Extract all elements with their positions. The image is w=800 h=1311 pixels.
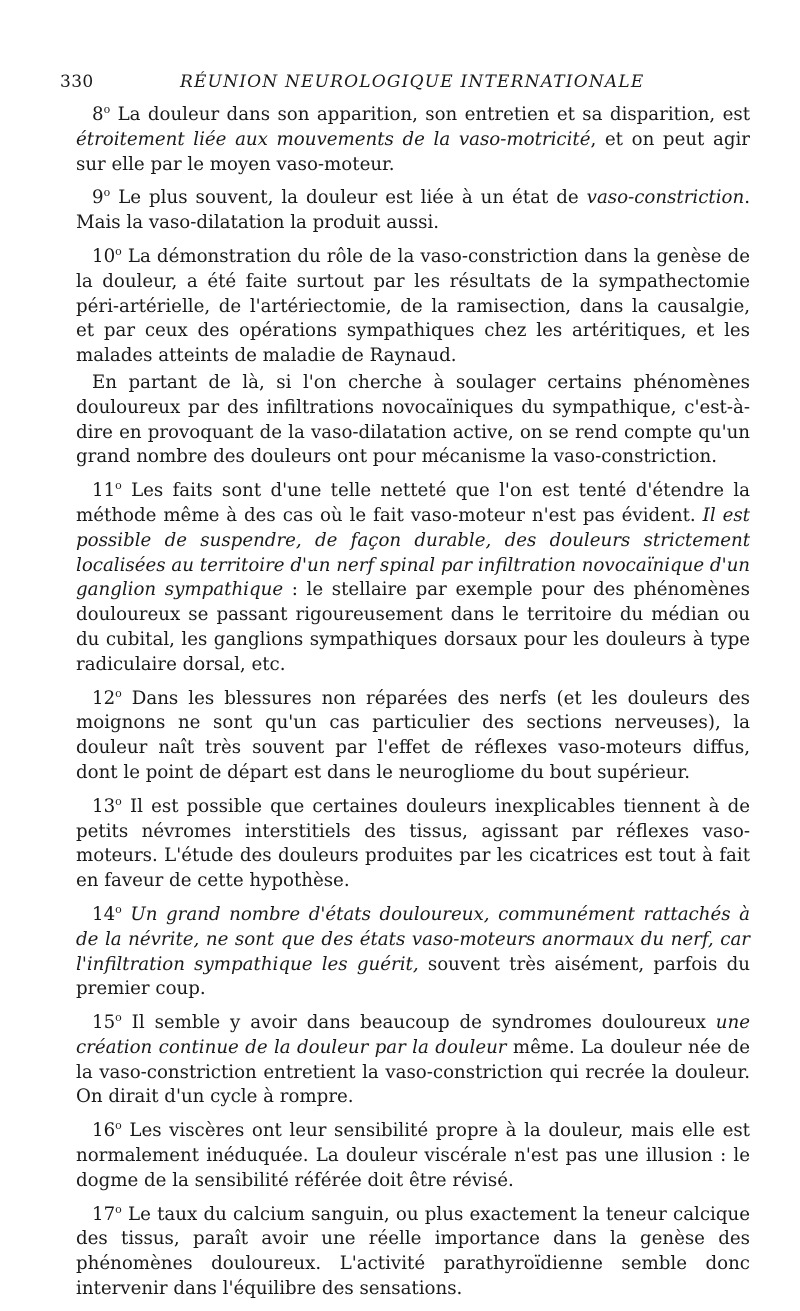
ordinal-mark: o	[115, 1011, 122, 1025]
item-number: 10	[92, 245, 116, 267]
paragraph-16: 16$^o$ Les viscères ont leur sensibilité propre à la douleur, mais elle est normalement inéduquée. La douleur viscérale n'est pas une illusion : le dogme de la sensibilité référée doit être révisé.	[76, 1119, 750, 1191]
emphasis: étroitement liée aux mouvements de la vaso-motricité	[76, 128, 591, 150]
ordinal-mark: o	[115, 902, 122, 916]
item-number: 12	[92, 687, 116, 709]
item-number: 9	[92, 187, 104, 209]
ordinal-mark: o	[115, 1119, 122, 1133]
running-title: RÉUNION NEUROLOGIQUE INTERNATIONALE	[180, 72, 645, 92]
paragraph-10: 10$^o$ La démonstration du rôle de la vaso-constriction dans la genèse de la douleur, a été faite surtout par les résultats de la sympathectomie péri-artérielle, de l'artériectomie, de la ramisection, dans la causalgie, et par ceux des opérations sympathiques chez les artéritiques, et les malades atteints de maladie de Raynaud.	[76, 244, 750, 367]
ordinal-mark: o	[115, 794, 122, 808]
paragraph-13: 13$^o$ Il est possible que certaines douleurs inexplicables tiennent à de petits névromes interstitiels des tissus, agissant par réflexes vaso-moteurs. L'étude des douleurs produites par les cicatrices est tout à fait en faveur de cette hypothèse.	[76, 794, 750, 892]
item-number: 15	[92, 1012, 116, 1034]
paragraph-17: 17$^o$ Le taux du calcium sanguin, ou plus exactement la teneur calcique des tissus, paraît avoir une réelle importance dans la genèse des phénomènes douloureux. L'activité parathyroïdienne semble donc intervenir dans l'équilibre des sensations.	[76, 1202, 750, 1300]
item-number: 16	[92, 1120, 116, 1142]
paragraph-14: 14$^o$ Un grand nombre d'états douloureux, communément rattachés à de la névrite, ne sont que des états vaso-moteurs anormaux du nerf, car l'infiltration sympathique les guérit, souvent très aisément, parfois du premier coup.	[76, 902, 750, 1000]
ordinal-mark: o	[103, 186, 111, 200]
ordinal-mark: o	[115, 479, 122, 493]
item-number: 13	[92, 795, 116, 817]
body-text	[76, 103, 750, 1311]
ordinal-mark: o	[115, 686, 122, 700]
item-number: 17	[92, 1203, 116, 1225]
emphasis: Il est possible de suspendre, de façon durable, des douleurs strictement localisées au territoire d'un nerf spinal par infiltration novocaïnique d'un ganglion sympathique	[76, 504, 750, 601]
page-header	[60, 72, 750, 100]
ordinal-mark: o	[103, 103, 111, 116]
item-number: 14	[92, 903, 116, 925]
emphasis: vaso-constriction	[586, 187, 745, 209]
ordinal-mark: o	[115, 1202, 122, 1216]
item-number: 11	[92, 480, 116, 502]
paragraph-11: 11$^o$ Les faits sont d'une telle netteté que l'on est tenté d'étendre la méthode même à des cas où le fait vaso-moteur n'est pas évident. Il est possible de suspendre, de façon durable, des douleurs strictement localisées au territoire d'un nerf spinal par infiltration novocaïnique d'un ganglion sympathique : le stellaire par exemple pour des phénomènes douloureux se passant rigoureusement dans le territoire du médian ou du cubital, les ganglions sympathiques dorsaux pour les douleurs à type radiculaire dorsal, etc.	[76, 479, 751, 675]
page-number: 330	[60, 72, 94, 92]
paragraph-15: 15$^o$ Il semble y avoir dans beaucoup de syndromes douloureux une création continue de la douleur par la douleur même. La douleur née de la vaso-constriction entretient la vaso-constriction qui recrée la douleur. On dirait d'un cycle à rompre.	[76, 1011, 750, 1108]
paragraph-9: 9$^o$ Le plus souvent, la douleur est liée à un état de vaso-constriction. Mais la vaso-dilatation la produit aussi.	[76, 186, 750, 234]
item-number: 8	[92, 104, 104, 125]
emphasis: Un grand nombre d'états douloureux, communément rattachés à de la névrite, ne sont que des états vaso-moteurs anormaux du nerf, car l'infiltration sympathique les guérit,	[76, 903, 750, 975]
paragraph-8: 8$^o$ La douleur dans son apparition, son entretien et sa disparition, est étroitement liée aux mouvements de la vaso-motricité, et on peut agir sur elle par le moyen vaso-moteur.	[76, 103, 750, 175]
ordinal-mark: o	[115, 244, 122, 258]
emphasis: une création continue de la douleur par la douleur	[76, 1012, 750, 1058]
paragraph-10-continued: En partant de là, si l'on cherche à soulager certains phénomènes douloureux par des infiltrations novocaïniques du sympathique, c'est-à-dire en provoquant de la vaso-dilatation active, on se rend compte qu'un grand nombre des douleurs ont pour mécanisme la vaso-constriction.	[76, 371, 750, 468]
paragraph-12: 12$^o$ Dans les blessures non réparées des nerfs (et les douleurs des moignons ne sont qu'un cas particulier des sections nerveuses), la douleur naît très souvent par l'effet de réflexes vaso-moteurs diffus, dont le point de départ est dans le neurogliome du bout supérieur.	[76, 686, 750, 783]
